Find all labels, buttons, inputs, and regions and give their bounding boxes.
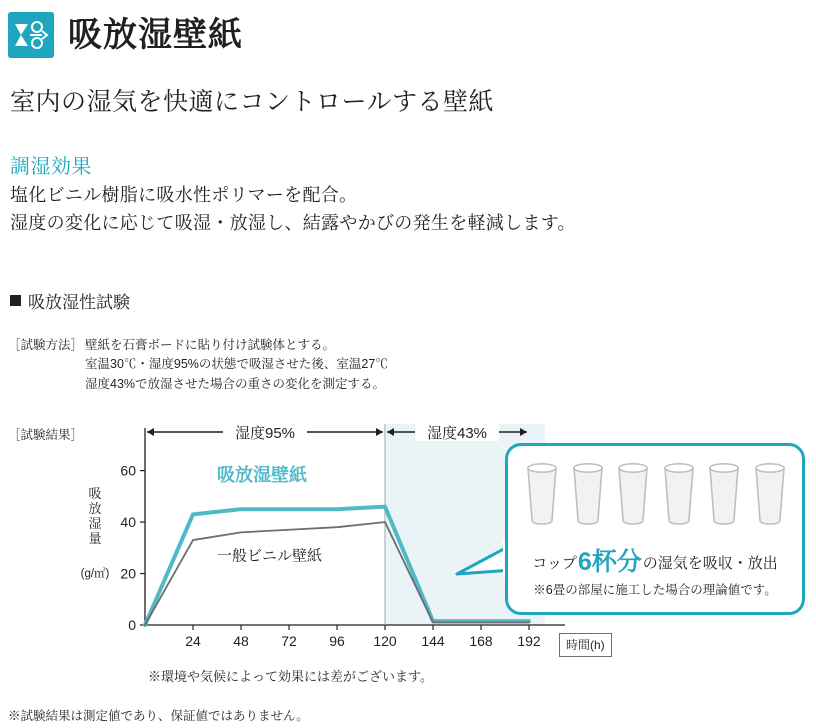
y-tick-label: 40 (120, 514, 136, 531)
environment-note: ※環境や気候によって効果には差がございます。 (148, 669, 433, 684)
method-line-1: 壁紙を石膏ボードに貼り付け試験体とする。 (85, 338, 336, 352)
x-tick-label: 72 (281, 633, 297, 649)
callout-box (505, 443, 805, 615)
method-line-3: 湿度43%で放湿させた場合の重さの変化を測定する。 (85, 376, 386, 391)
y-tick-label: 0 (128, 617, 136, 633)
method-label (8, 336, 83, 355)
section-body (10, 182, 576, 238)
x-tick-label: 192 (517, 633, 541, 649)
x-tick-label: 144 (421, 633, 445, 649)
test-heading (10, 288, 130, 313)
x-tick-label: 120 (373, 633, 397, 649)
moisture-exchange-icon (8, 12, 54, 58)
phase-label-2: 湿度43% (426, 425, 488, 442)
header (8, 12, 243, 58)
y-axis-title: 吸 放 湿 量 (88, 486, 102, 546)
callout-text-before: コップ (532, 555, 577, 572)
cup-icon (522, 462, 562, 526)
subtitle: 室内の湿気を快適にコントロールする壁紙 (10, 88, 495, 116)
cup-row (522, 462, 790, 528)
bullet-square-icon (10, 295, 21, 306)
cup-icon (750, 462, 790, 526)
test-heading-label: 吸放湿性試験 (28, 293, 130, 312)
cup-icon (659, 462, 699, 526)
x-tick-label: 96 (329, 633, 345, 649)
callout-text (508, 542, 802, 578)
method-label-text: ［試験方法］ (8, 338, 84, 352)
callout-amount: 6杯分 (577, 548, 642, 576)
method-line-2: 室温30℃・湿度95%の状態で吸湿させた後、室温27℃ (85, 357, 388, 372)
cup-icon (704, 462, 744, 526)
x-tick-label: 24 (185, 633, 201, 649)
cup-icon (613, 462, 653, 526)
cup-icon (568, 462, 608, 526)
x-tick-label: 168 (469, 633, 493, 649)
section-heading: 調湿効果 (10, 156, 92, 178)
section-body-line2: 湿度の変化に応じて吸湿・放湿し、結露やかびの発生を軽減します。 (10, 212, 576, 233)
series-label-2: 一般ビニル壁紙 (217, 547, 323, 565)
y-axis-unit: (g/㎡) (80, 568, 110, 580)
bottom-note: ※試験結果は測定値であり、保証値ではありません。 (8, 709, 309, 723)
section-body-line1: 塩化ビニル樹脂に吸水性ポリマーを配合。 (10, 185, 358, 205)
page-title: 吸放湿壁紙 (68, 16, 243, 54)
y-tick-label: 60 (120, 462, 136, 479)
phase-label-1: 湿度95% (234, 425, 296, 442)
method-lines (85, 336, 388, 394)
series-label-1: 吸放湿壁紙 (217, 464, 307, 485)
callout-note: ※6畳の部屋に施工した場合の理論値です。 (533, 583, 777, 597)
y-tick-label: 20 (120, 565, 136, 582)
result-label: ［試験結果］ (8, 428, 84, 442)
x-tick-label: 48 (233, 633, 249, 649)
x-axis-title: 時間(h) (559, 633, 612, 657)
callout-text-after: の湿気を吸収・放出 (642, 555, 778, 572)
